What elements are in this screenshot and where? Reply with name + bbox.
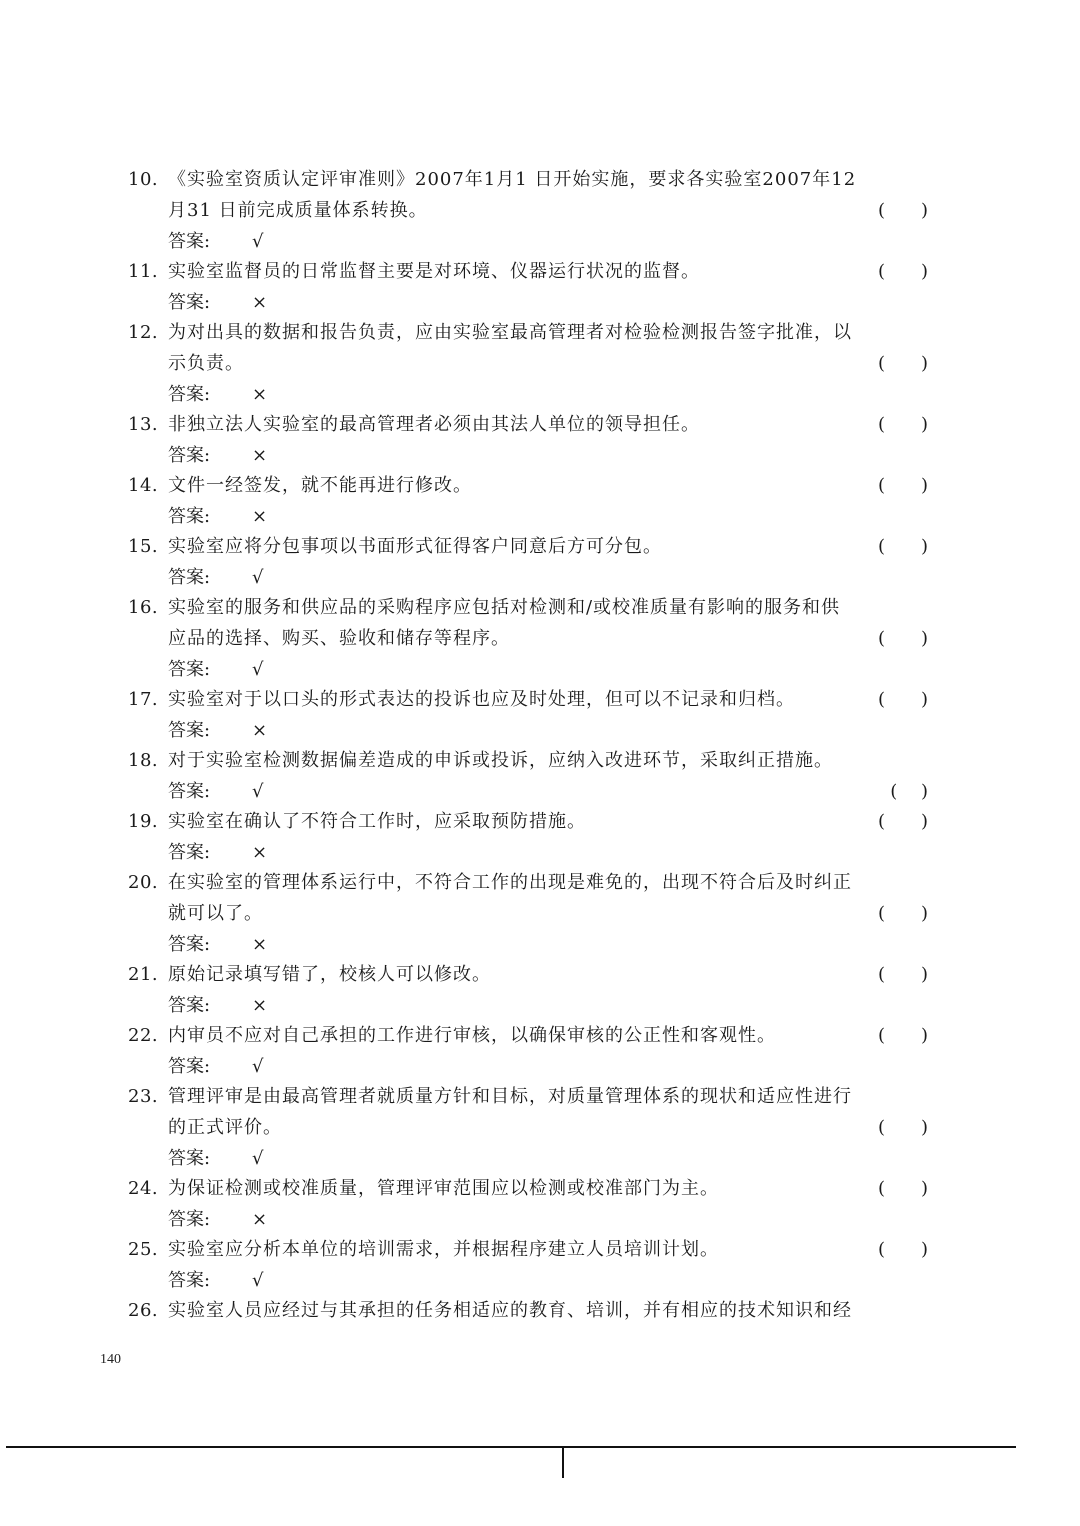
answer-value: × — [252, 995, 268, 1016]
answer-value: × — [252, 1209, 268, 1230]
answer-blank: ( ) — [877, 689, 928, 710]
question-text: 实验室人员应经过与其承担的任务相适应的教育、培训，并有相应的技术知识和经 — [168, 1300, 852, 1321]
question-item — [128, 684, 932, 745]
answer-line — [128, 1051, 932, 1081]
answer-blank: ( ) — [877, 414, 928, 435]
question-text: 管理评审是由最高管理者就质量方针和目标，对质量管理体系的现状和适应性进行 — [168, 1086, 852, 1107]
question-number: 12. — [128, 322, 159, 343]
answer-label: 答案: — [168, 1270, 211, 1291]
question-line — [128, 592, 932, 623]
answer-blank: ( ) — [877, 964, 928, 985]
answer-label: 答案: — [168, 384, 211, 405]
answer-blank: ( ) — [877, 903, 928, 924]
question-number: 20. — [128, 872, 159, 893]
answer-value: × — [252, 842, 268, 863]
answer-value: × — [252, 720, 268, 741]
question-line-continued — [128, 195, 932, 226]
answer-line — [128, 990, 932, 1020]
question-line — [128, 1173, 932, 1204]
question-line-continued — [128, 623, 932, 654]
question-number: 25. — [128, 1239, 159, 1260]
answer-value: √ — [252, 1270, 264, 1291]
answer-value: × — [252, 506, 268, 527]
answer-line — [128, 1265, 932, 1295]
question-text-continued: 应品的选择、购买、验收和储存等程序。 — [168, 628, 510, 649]
answer-label: 答案: — [168, 1056, 211, 1077]
question-number: 14. — [128, 475, 159, 496]
question-item — [128, 592, 932, 684]
answer-blank: ( ) — [877, 1025, 928, 1046]
answer-blank: ( ) — [877, 536, 928, 557]
question-text: 实验室的服务和供应品的采购程序应包括对检测和/或校准质量有影响的服务和供 — [168, 597, 841, 618]
answer-line — [128, 226, 932, 256]
question-line — [128, 1020, 932, 1051]
answer-label: 答案: — [168, 781, 211, 802]
question-line — [128, 164, 932, 195]
footer-rule — [6, 1446, 1016, 1448]
question-number: 11. — [128, 261, 159, 282]
question-item — [128, 1295, 932, 1326]
question-item — [128, 531, 932, 592]
answer-label: 答案: — [168, 231, 211, 252]
question-number: 16. — [128, 597, 159, 618]
question-line — [128, 1234, 932, 1265]
question-list — [128, 164, 932, 1326]
answer-blank: ( ) — [877, 475, 928, 496]
question-number: 23. — [128, 1086, 159, 1107]
answer-blank: ( ) — [877, 1239, 928, 1260]
question-item — [128, 806, 932, 867]
question-line — [128, 1295, 932, 1326]
question-text: 原始记录填写错了，校核人可以修改。 — [168, 964, 491, 985]
answer-line — [128, 287, 932, 317]
answer-line — [128, 501, 932, 531]
question-item — [128, 1081, 932, 1173]
question-number: 13. — [128, 414, 159, 435]
answer-label: 答案: — [168, 567, 211, 588]
question-item — [128, 470, 932, 531]
question-number: 18. — [128, 750, 159, 771]
answer-label: 答案: — [168, 292, 211, 313]
question-line-continued — [128, 348, 932, 379]
question-text: 文件一经签发，就不能再进行修改。 — [168, 475, 472, 496]
question-text: 实验室应分析本单位的培训需求，并根据程序建立人员培训计划。 — [168, 1239, 719, 1260]
question-line — [128, 531, 932, 562]
question-number: 15. — [128, 536, 159, 557]
question-number: 17. — [128, 689, 159, 710]
answer-line — [128, 562, 932, 592]
answer-line — [128, 1204, 932, 1234]
question-number: 21. — [128, 964, 159, 985]
answer-value: √ — [252, 1056, 264, 1077]
question-text-continued: 就可以了。 — [168, 903, 263, 924]
question-item — [128, 867, 932, 959]
question-line — [128, 1081, 932, 1112]
answer-line — [128, 1143, 932, 1173]
question-number: 26. — [128, 1300, 159, 1321]
question-line — [128, 409, 932, 440]
answer-blank: ( ) — [877, 200, 928, 221]
answer-label: 答案: — [168, 995, 211, 1016]
answer-value: √ — [252, 231, 264, 252]
question-item — [128, 1020, 932, 1081]
question-item — [128, 256, 932, 317]
answer-value: × — [252, 445, 268, 466]
answer-line — [128, 715, 932, 745]
answer-line — [128, 776, 932, 806]
answer-blank: ( ) — [890, 781, 928, 802]
question-number: 19. — [128, 811, 159, 832]
answer-blank: ( ) — [877, 811, 928, 832]
answer-line — [128, 837, 932, 867]
question-item — [128, 164, 932, 256]
answer-value: × — [252, 384, 268, 405]
answer-value: √ — [252, 567, 264, 588]
answer-blank: ( ) — [877, 628, 928, 649]
answer-label: 答案: — [168, 506, 211, 527]
answer-label: 答案: — [168, 1209, 211, 1230]
answer-label: 答案: — [168, 720, 211, 741]
answer-label: 答案: — [168, 659, 211, 680]
question-line — [128, 470, 932, 501]
question-item — [128, 317, 932, 409]
question-number: 22. — [128, 1025, 159, 1046]
question-text: 《实验室资质认定评审准则》2007年1月1 日开始实施，要求各实验室2007年12 — [168, 169, 857, 190]
question-item — [128, 959, 932, 1020]
answer-label: 答案: — [168, 842, 211, 863]
answer-label: 答案: — [168, 1148, 211, 1169]
question-text: 为保证检测或校准质量，管理评审范围应以检测或校准部门为主。 — [168, 1178, 719, 1199]
answer-blank: ( ) — [877, 1117, 928, 1138]
question-number: 10. — [128, 169, 159, 190]
answer-value: √ — [252, 781, 264, 802]
answer-line — [128, 929, 932, 959]
answer-line — [128, 440, 932, 470]
question-text: 为对出具的数据和报告负责，应由实验室最高管理者对检验检测报告签字批准，以 — [168, 322, 852, 343]
answer-label: 答案: — [168, 934, 211, 955]
answer-value: × — [252, 292, 268, 313]
question-item — [128, 1173, 932, 1234]
answer-blank: ( ) — [877, 261, 928, 282]
footer-tick — [562, 1446, 564, 1478]
question-line — [128, 867, 932, 898]
question-text-continued: 月31 日前完成质量体系转换。 — [168, 200, 428, 221]
answer-value: × — [252, 934, 268, 955]
question-text-continued: 的正式评价。 — [168, 1117, 282, 1138]
question-text: 实验室应将分包事项以书面形式征得客户同意后方可分包。 — [168, 536, 662, 557]
question-number: 24. — [128, 1178, 159, 1199]
question-line — [128, 959, 932, 990]
answer-value: √ — [252, 1148, 264, 1169]
answer-value: √ — [252, 659, 264, 680]
question-line — [128, 684, 932, 715]
question-line — [128, 256, 932, 287]
question-text: 内审员不应对自己承担的工作进行审核，以确保审核的公正性和客观性。 — [168, 1025, 776, 1046]
question-item — [128, 409, 932, 470]
question-line-continued — [128, 1112, 932, 1143]
answer-blank: ( ) — [877, 353, 928, 374]
page-number: 140 — [100, 1352, 121, 1367]
question-line — [128, 806, 932, 837]
question-text: 实验室监督员的日常监督主要是对环境、仪器运行状况的监督。 — [168, 261, 700, 282]
question-item — [128, 1234, 932, 1295]
answer-line — [128, 379, 932, 409]
question-line — [128, 745, 932, 776]
question-text-continued: 示负责。 — [168, 353, 244, 374]
question-line-continued — [128, 898, 932, 929]
question-text: 实验室对于以口头的形式表达的投诉也应及时处理，但可以不记录和归档。 — [168, 689, 795, 710]
answer-line — [128, 654, 932, 684]
question-item — [128, 745, 932, 806]
question-text: 在实验室的管理体系运行中，不符合工作的出现是难免的，出现不符合后及时纠正 — [168, 872, 852, 893]
answer-blank: ( ) — [877, 1178, 928, 1199]
question-text: 实验室在确认了不符合工作时，应采取预防措施。 — [168, 811, 586, 832]
question-line — [128, 317, 932, 348]
answer-label: 答案: — [168, 445, 211, 466]
question-text: 非独立法人实验室的最高管理者必须由其法人单位的领导担任。 — [168, 414, 700, 435]
question-text: 对于实验室检测数据偏差造成的申诉或投诉，应纳入改进环节，采取纠正措施。 — [168, 750, 833, 771]
